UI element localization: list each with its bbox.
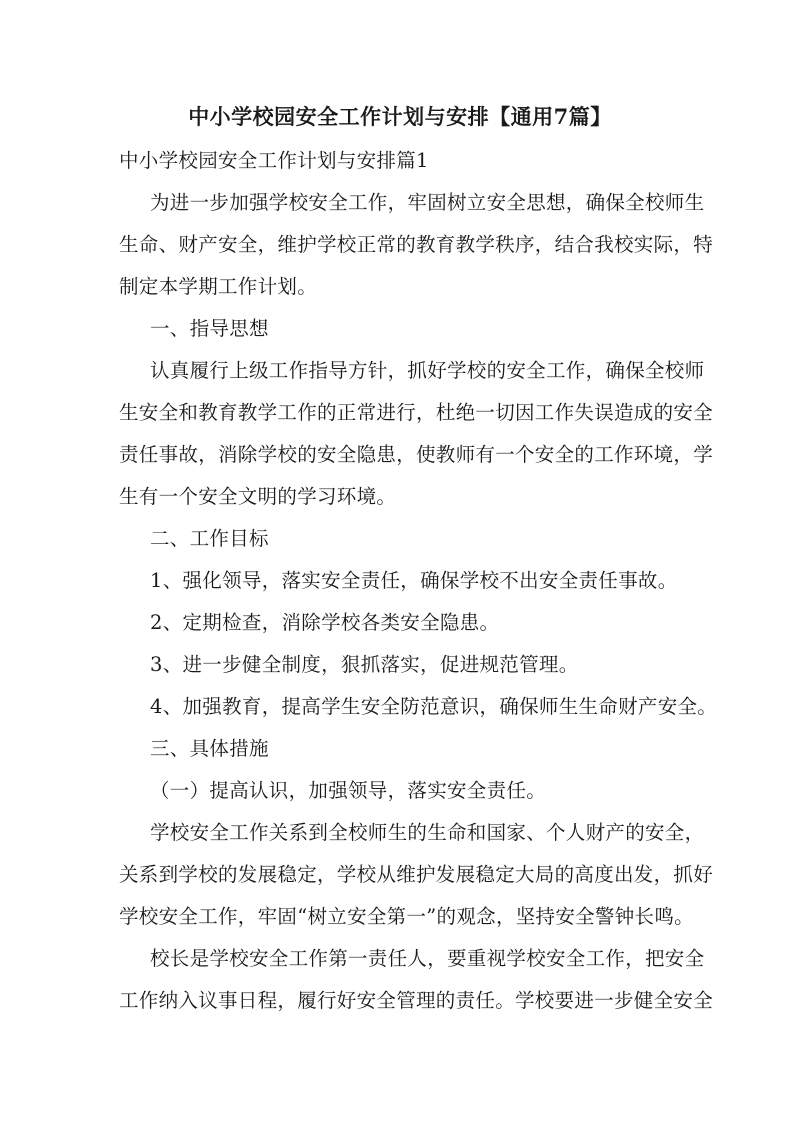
subheading: 二、工作目标 bbox=[150, 527, 269, 550]
paragraph-line: 责任事故，消除学校的安全隐患，使教师有一个安全的工作环境，学 bbox=[119, 443, 714, 466]
list-item: 4、加强教育，提高学生安全防范意识，确保师生生命财产安全。 bbox=[150, 695, 718, 718]
section-heading: 中小学校园安全工作计划与安排篇1 bbox=[119, 149, 429, 172]
paragraph-line: 生有一个安全文明的学习环境。 bbox=[119, 485, 397, 508]
list-item: 3、进一步健全制度，狠抓落实，促进规范管理。 bbox=[150, 653, 579, 676]
paragraph-line: 学校安全工作，牢固“树立安全第一”的观念，坚持安全警钟长鸣。 bbox=[119, 905, 694, 928]
subheading: （一）提高认识，加强领导，落实安全责任。 bbox=[150, 779, 547, 802]
paragraph-line: 制定本学期工作计划。 bbox=[119, 275, 318, 298]
subheading: 三、具体措施 bbox=[150, 737, 269, 760]
paragraph-line: 为进一步加强学校安全工作，牢固树立安全思想，确保全校师生 bbox=[150, 191, 705, 214]
document-title: 中小学校园安全工作计划与安排【通用7篇】 bbox=[188, 104, 612, 129]
list-item: 2、定期检查，消除学校各类安全隐患。 bbox=[150, 611, 500, 634]
paragraph-line: 学校安全工作关系到全校师生的生命和国家、个人财产的安全， bbox=[150, 821, 705, 844]
paragraph-line: 关系到学校的发展稳定，学校从维护发展稳定大局的高度出发，抓好 bbox=[119, 863, 714, 886]
paragraph-line: 生安全和教育教学工作的正常进行，杜绝一切因工作失误造成的安全 bbox=[119, 401, 714, 424]
subheading: 一、指导思想 bbox=[150, 317, 269, 340]
paragraph-line: 校长是学校安全工作第一责任人，要重视学校安全工作，把安全 bbox=[150, 947, 705, 970]
paragraph-line: 工作纳入议事日程，履行好安全管理的责任。学校要进一步健全安全 bbox=[119, 989, 714, 1012]
list-item: 1、强化领导，落实安全责任，确保学校不出安全责任事故。 bbox=[150, 569, 678, 592]
paragraph-line: 生命、财产安全，维护学校正常的教育教学秩序，结合我校实际，特 bbox=[119, 233, 714, 256]
paragraph-line: 认真履行上级工作指导方针，抓好学校的安全工作，确保全校师 bbox=[150, 359, 705, 382]
